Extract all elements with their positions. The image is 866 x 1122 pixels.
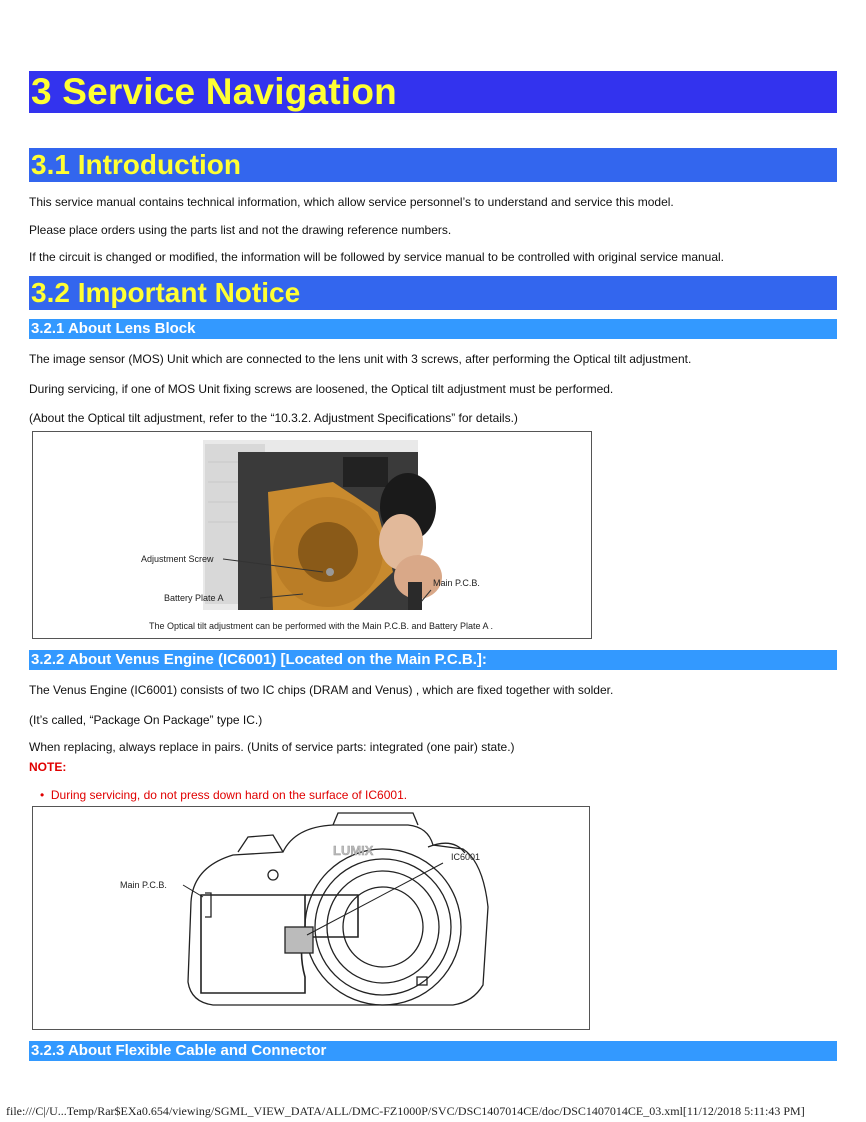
- footer-file-path: file:///C|/U...Temp/Rar$EXa0.654/viewing/SGML_VIEW_DATA/ALL/DMC-FZ1000P/SVC/DSC1407014CE/doc/DSC1407014CE_03.xml[11/12/2018 5:11:43 PM]: [6, 1104, 805, 1118]
- brand-logo: LUMIX: [333, 843, 374, 858]
- note-item-text: During servicing, do not press down hard on the surface of IC6001.: [50, 788, 408, 802]
- figure-caption: The Optical tilt adjustment can be performed with the Main P.C.B. and Battery Plate A .: [149, 621, 494, 631]
- chapter-title: 3 Service Navigation: [29, 71, 837, 113]
- lens-paragraph: During servicing, if one of MOS Unit fixing screws are loosened, the Optical tilt adjustment must be performed.: [29, 382, 614, 396]
- lens-photo-illustration: [33, 432, 591, 638]
- intro-paragraph: This service manual contains technical information, which allow service personnel’s to understand and service this model.: [29, 195, 674, 209]
- label-battery-plate: Battery Plate A: [164, 593, 224, 603]
- lens-figure: [32, 431, 592, 639]
- subsection-venus-heading: 3.2.2 About Venus Engine (IC6001) [Located on the Main P.C.B.]:: [29, 650, 837, 670]
- label-main-pcb: Main P.C.B.: [120, 880, 167, 890]
- bullet-icon: •: [40, 788, 45, 802]
- note-item: [40, 788, 407, 802]
- intro-paragraph: If the circuit is changed or modified, the information will be followed by service manual to be controlled with original service manual.: [29, 250, 725, 264]
- subsection-flex-heading: 3.2.3 About Flexible Cable and Connector: [29, 1041, 837, 1061]
- label-ic6001: IC6001: [451, 852, 481, 862]
- lens-paragraph: The image sensor (MOS) Unit which are connected to the lens unit with 3 screws, after performing the Optical tilt adjustment.: [29, 352, 692, 366]
- lens-paragraph: (About the Optical tilt adjustment, refer to the “10.3.2. Adjustment Specifications” for details.): [29, 411, 518, 425]
- venus-paragraph: (It’s called, “Package On Package” type IC.): [29, 713, 263, 727]
- label-adjustment-screw: Adjustment Screw: [141, 554, 214, 564]
- subsection-lens-heading: 3.2.1 About Lens Block: [29, 319, 837, 339]
- label-main-pcb: Main P.C.B.: [433, 578, 480, 588]
- venus-paragraph: When replacing, always replace in pairs. (Units of service parts: integrated (one pair) state.): [29, 740, 515, 754]
- section-notice-heading: 3.2 Important Notice: [29, 276, 837, 310]
- camera-figure: [32, 806, 590, 1030]
- venus-paragraph: The Venus Engine (IC6001) consists of two IC chips (DRAM and Venus) , which are fixed together with solder.: [29, 683, 614, 697]
- camera-line-drawing: [33, 807, 589, 1029]
- section-intro-heading: 3.1 Introduction: [29, 148, 837, 182]
- note-label: NOTE:: [29, 760, 67, 774]
- intro-paragraph: Please place orders using the parts list and not the drawing reference numbers.: [29, 223, 452, 237]
